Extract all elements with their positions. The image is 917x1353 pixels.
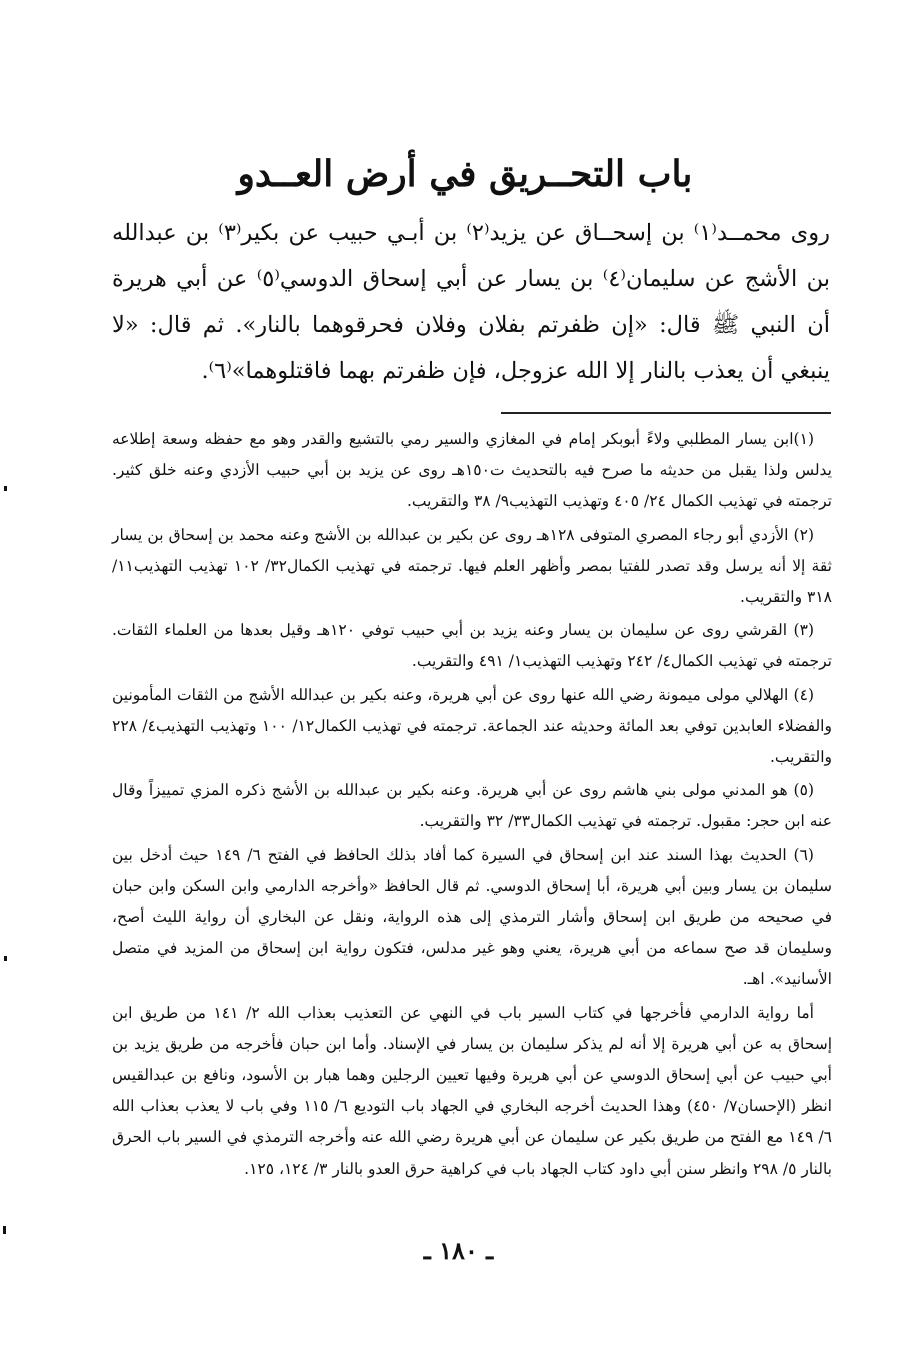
hadith-paragraph: روى محمــد⁽١⁾ بن إسحــاق عن يزيد⁽٢⁾ بن أبـي حبيب عن بكير⁽٣⁾ بن عبدالله بن الأشج عن سليمان⁽٤⁾ بن يسار عن أبي إسحاق الدوسي⁽٥⁾ عن أبي هريرة أن النبي ﷺ قال: «إن ظفرتم بفلان وفلان فحرقوهما بالنار». ثم قال: «لا ينبغي أن يعذب بالنار إلا الله عزوجل، فإن ظفرتم بهما فاقتلوهما»⁽٦⁾. — [112, 220, 830, 384]
footnote-6: (٦) الحديث بهذا السند عند ابن إسحاق في السيرة كما أفاد بذلك الحافظ في الفتح ٦/ ١٤٩ حيث أدخل بين سليمان بن يسار وبين أبي هريرة، أبا إسحاق الدوسي. ثم قال الحافظ «وأخرجه الدارمي وابن السكن وابن حبان في صحيحه من طريق ابن إسحاق وأشار الترمذي إلى هذه الرواية، ونقل عن البخاري أن رواية الليث أصح، وسليمان قد صح سماعه من أبي هريرة، يعني وهو غير مدلس، فتكون رواية ابن إسحاق من المزيد في متصل الأسانيد». اهـ. — [112, 845, 832, 989]
footnote-3: (٣) القرشي روى عن سليمان بن يسار وعنه يزيد بن أبي حبيب توفي ١٢٠هـ وقيل بعدها من العلماء الثقات. ترجمته في تهذيب الكمال٤/ ٢٤٢ وتهذيب التهذيب١/ ٤٩١ والتقريب. — [112, 621, 832, 671]
footnote-4: (٤) الهلالي مولى ميمونة رضي الله عنها روى عن أبي هريرة، وعنه بكير بن عبدالله الأشج من الثقات المأمونين والفضلاء العابدين توفي بعد المائة وحديثه عند الجماعة. ترجمته في تهذيب الكمال١٢/ ١٠٠ وتهذيب التهذيب٤/ ٢٢٨ والتقريب. — [112, 685, 832, 767]
footnotes — [112, 424, 832, 1187]
footnote-separator — [501, 412, 831, 414]
footnote-1: (١)ابن يسار المطلبي ولاءً أبوبكر إمام في المغازي والسير رمي بالتشيع والقدر وهو مع حفظه وسعة إطلاعه يدلس ولذا يقبل من حديثه ما صرح فيه بالتحديث ت١٥٠هـ روى عن يزيد بن أبي حبيب الأزدي وعنه خلق كثير. ترجمته في تهذيب الكمال ٢٤/ ٤٠٥ وتهذيب التهذيب٩/ ٣٨ والتقريب. — [112, 430, 833, 511]
footnote-2: (٢) الأزدي أبو رجاء المصري المتوفى ١٢٨هـ روى عن بكير بن عبدالله بن الأشج وعنه محمد بن إسحاق بن يسار ثقة إلا أنه يرسل وقد تصدر للفتيا بمصر وأظهر العلم فيها. ترجمته في تهذيب الكمال٣٢/ ١٠٢ تهذيب التهذيب١١/ ٣١٨ والتقريب. — [112, 525, 832, 607]
scan-mark — [3, 1226, 6, 1234]
footnote-5: (٥) هو المدني مولى بني هاشم روى عن أبي هريرة. وعنه بكير بن عبدالله بن الأشج ذكره المزي تمييزاً وقال عنه ابن حجر: مقبول. ترجمته في تهذيب الكمال٣٣/ ٣٢ والتقريب. — [112, 781, 832, 831]
footnote-6-continued: أما رواية الدارمي فأخرجها في كتاب السير باب في النهي عن التعذيب بعذاب الله ٢/ ١٤١ من طريق ابن إسحاق به عن أبي هريرة إلا أنه لم يذكر سليمان بن يسار في الإسناد. وأما ابن حبان فأخرجه من طريق يزيد بن أبي حبيب عن أبي إسحاق الدوسي عن أبي هريرة وفيها تعيين الرجلين وهما هبار بن الأسود، ونافع بن عبدالقيس انظر (الإحسان٧/ ٤٥٠) وهذا الحديث أخرجه البخاري في الجهاد باب التوديع ٦/ ١١٥ وفي باب لا يعذب بعذاب الله ٦/ ١٤٩ مع الفتح من طريق بكير عن سليمان عن أبي هريرة رضي الله عنه وأخرجه الترمذي في السير باب الحرق بالنار ٥/ ٢٩٨ وانظر سنن أبي داود كتاب الجهاد باب في كراهية حرق العدو بالنار ٣/ ١٢٤، ١٢٥. — [112, 1003, 832, 1178]
chapter-title: باب التحــريق في أرض العــدو — [237, 153, 693, 195]
scan-mark — [4, 486, 7, 491]
main-text — [112, 210, 830, 394]
page-number: ـ ١٨٠ ـ — [423, 1236, 494, 1265]
scan-mark — [4, 956, 7, 961]
